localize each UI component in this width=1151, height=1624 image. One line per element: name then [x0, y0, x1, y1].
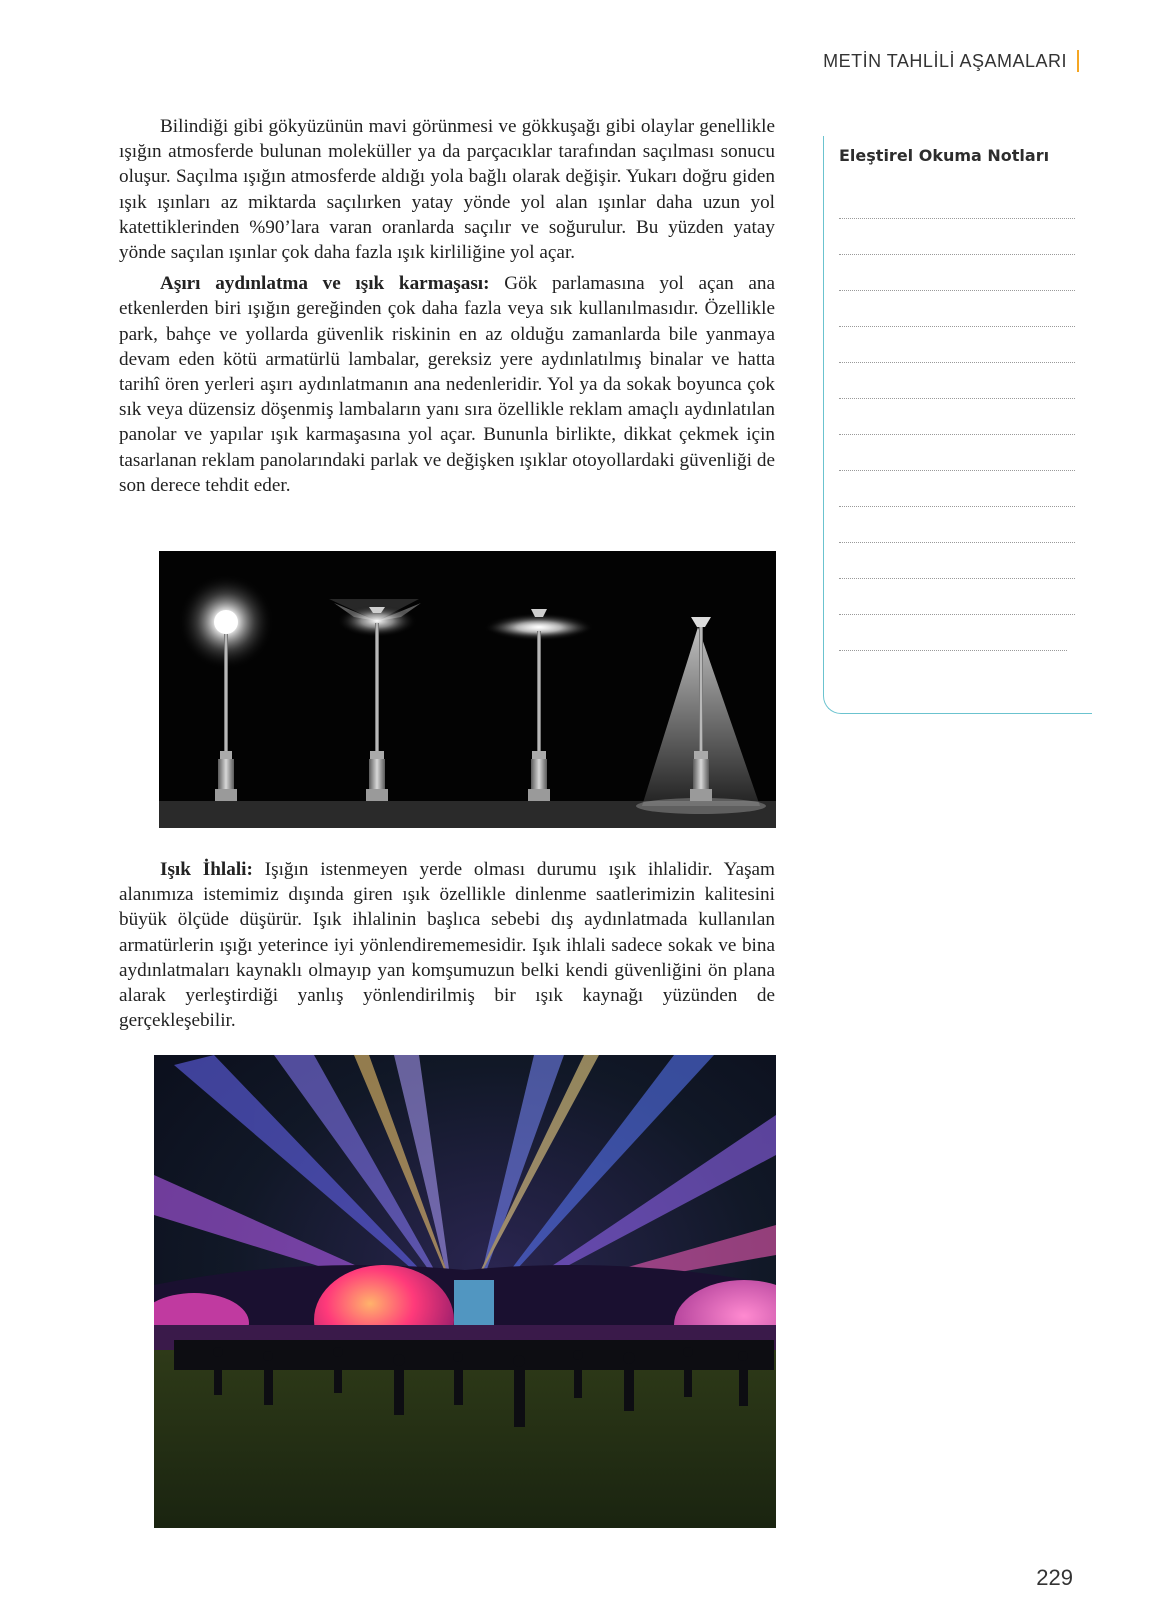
- notes-line[interactable]: [839, 218, 1075, 219]
- notes-line[interactable]: [839, 326, 1075, 327]
- running-header: [823, 50, 1079, 72]
- notes-line[interactable]: [839, 542, 1075, 543]
- notes-line[interactable]: [839, 578, 1075, 579]
- text-block-bottom: [119, 857, 775, 1039]
- lamp-shielded-cone: [636, 617, 766, 814]
- header-title: METİN TAHLİLİ AŞAMALARI: [823, 50, 1067, 71]
- page-number: 229: [1036, 1565, 1073, 1590]
- street-lamps-illustration: [159, 551, 776, 828]
- grass-field: [154, 1350, 776, 1528]
- night-festival-light-beams-photo: [154, 1055, 776, 1528]
- term-over-illumination: Aşırı aydınlatma ve ışık karmaşası:: [160, 273, 490, 295]
- notes-line[interactable]: [839, 650, 1067, 651]
- notes-line[interactable]: [839, 254, 1075, 255]
- notes-line[interactable]: [839, 398, 1075, 399]
- streetlight-figure: [159, 551, 776, 828]
- critical-reading-notes: [823, 136, 1092, 714]
- notes-line[interactable]: [839, 470, 1075, 471]
- light-beams: [154, 1055, 776, 1305]
- header-accent-bar: [1077, 50, 1079, 72]
- text-block-top: [119, 114, 775, 504]
- paragraph-light-scattering: Bilindiği gibi gökyüzünün mavi görünmesi ve gökkuşağı gibi olaylar genellikle ışığın atmosferde bulunan moleküller ya da parçacıklar tarafından saçılması sonucu oluşur. Saçılma ışığın atmosferde aldığı yola bağlı olarak değişir. Yukarı doğru giden ışık ışınları az miktarda saçılırken yatay yönde yol alan ışınlar daha uzun yol katettiklerinden %90’lara varan oranlarda saçılır ve soğurulur. Bu yüzden yatay yönde saçılan ışınlar çok daha fazla ışık kirliliğine yol açar.: [119, 116, 775, 264]
- lamp-horizontal-spread: [484, 609, 594, 801]
- paragraph-over-illumination: [119, 271, 775, 498]
- light-show-photo: [154, 1055, 776, 1528]
- term-light-trespass: Işık İhlali:: [160, 859, 253, 880]
- paragraph-light-trespass-text: Işığın istenmeyen yerde olması durumu ışık ihlalidir. Yaşam alanımıza istemimiz dışında giren ışık özellikle dinlenme saatlerimizin kalitesini büyük ölçüde düşürür. Işık ihlalinin başlıca sebebi dış aydınlatmada kullanılan armatürlerin ışığı yeterince iyi yönlendirememesidir. Işık ihlali sadece sokak ve bina aydınlatmaları kaynaklı olmayıp yan komşumuzun belki kendi güvenliğini ön plana alarak yerleştirdiği yanlış yönlendirilmiş bir ışık kaynağı yüzünden de gerçekleşebilir.: [119, 859, 775, 1032]
- lamp-globe: [178, 574, 274, 801]
- notes-line[interactable]: [839, 290, 1075, 291]
- notes-title: Eleştirel Okuma Notları: [839, 146, 1050, 165]
- notes-line[interactable]: [839, 434, 1075, 435]
- paragraph-light-trespass: [119, 857, 775, 1033]
- notes-line[interactable]: [839, 506, 1075, 507]
- notes-line[interactable]: [839, 614, 1075, 615]
- paragraph-over-illumination-text: Gök parlamasına yol açan ana etkenlerden biri ışığın gereğinden çok daha fazla veya sık kullanılmasıdır. Özellikle park, bahçe ve yollarda güvenlik riskinin en az olduğu zamanlarda bile yanmaya devam eden kötü armatürlü lambalar, gereksiz yere aydınlatılmış binalar ve hatta tarihî ören yerleri aşırı aydınlatmanın ana nedenleridir. Yol ya da sokak boyunca çok sık veya düzensiz döşenmiş lambaların yanı sıra özellikle reklam amaçlı aydınlatılan panolar ve yapılar ışık karmaşasına yol açar. Bununla birlikte, dikkat çekmek için tasarlanan reklam panolarındaki parlak ve değişken ışıklar otoyollardaki güvenliği de son derece tehdit eder.: [119, 273, 775, 496]
- notes-line[interactable]: [839, 362, 1075, 363]
- lamp-wide-glare: [329, 599, 421, 801]
